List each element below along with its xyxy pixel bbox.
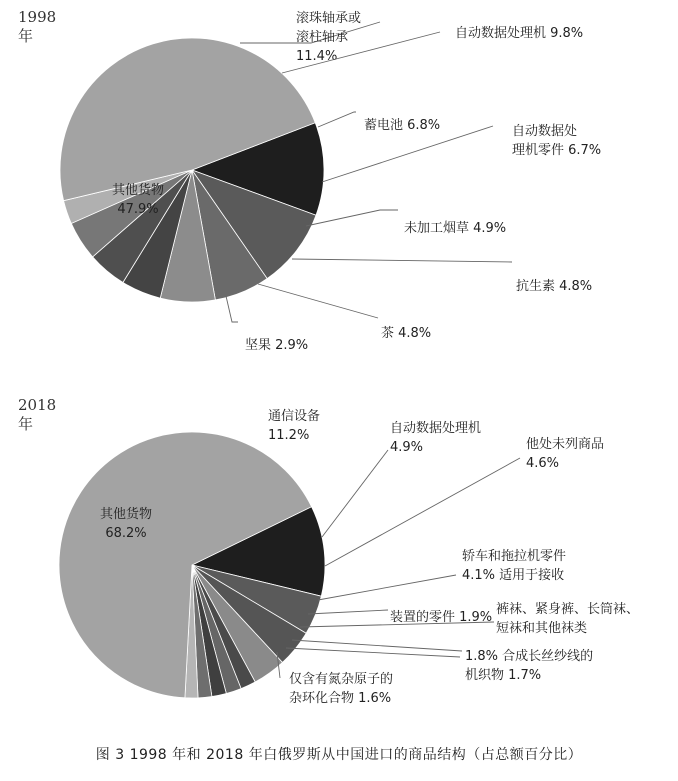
slice-label: 未加工烟草 4.9% xyxy=(404,221,507,236)
pie-1998 xyxy=(18,8,601,353)
slice-label: 自动数据处理机 4.9% xyxy=(390,421,482,455)
slice-label: 轿车和拖拉机零件 4.1% 适用于接收 xyxy=(462,549,567,583)
inner-slice-label: 其他货物 68.2% xyxy=(99,507,153,541)
slice-label: 茶 4.8% xyxy=(381,326,432,341)
slice-label: 滚珠轴承或滚柱轴承 11.4% xyxy=(296,11,362,64)
slice-label: 裤袜、紧身裤、长筒袜、短袜和其他袜类 xyxy=(496,602,640,636)
slice-label: 抗生素 4.8% xyxy=(516,279,593,294)
leader-line xyxy=(306,210,398,226)
slice-label: 蓄电池 6.8% xyxy=(364,118,441,133)
slice-label: 通信设备 11.2% xyxy=(268,409,321,443)
leader-line xyxy=(318,112,356,127)
inner-slice-label: 其他货物 47.9% xyxy=(111,183,165,217)
slice-label: 装置的零件 1.9% xyxy=(390,610,493,625)
slice-label: 仅含有氮杂原子的杂环化合物 1.6% xyxy=(289,672,394,706)
leader-line xyxy=(226,296,238,322)
pie-2018 xyxy=(18,396,639,706)
pie-title: 1998 年 xyxy=(18,8,57,45)
figure-caption: 图 3 1998 年和 2018 年白俄罗斯从中国进口的商品结构（占总额百分比） xyxy=(95,747,583,763)
leader-line xyxy=(292,259,512,262)
leader-line xyxy=(318,575,456,600)
leader-line xyxy=(258,284,378,318)
pie-title: 2018 年 xyxy=(18,396,57,433)
slice-label: 自动数据处理机 9.8% xyxy=(455,26,584,41)
slice-label: 1.8% 合成长丝纱线的机织物 1.7% xyxy=(465,649,594,683)
leader-line xyxy=(308,610,388,614)
leader-line xyxy=(322,126,493,182)
slice-label: 坚果 2.9% xyxy=(245,338,309,353)
slice-label: 他处未列商品 4.6% xyxy=(526,437,605,471)
slice-label: 自动数据处理机零件 6.7% xyxy=(512,124,602,158)
leader-line xyxy=(322,450,388,537)
